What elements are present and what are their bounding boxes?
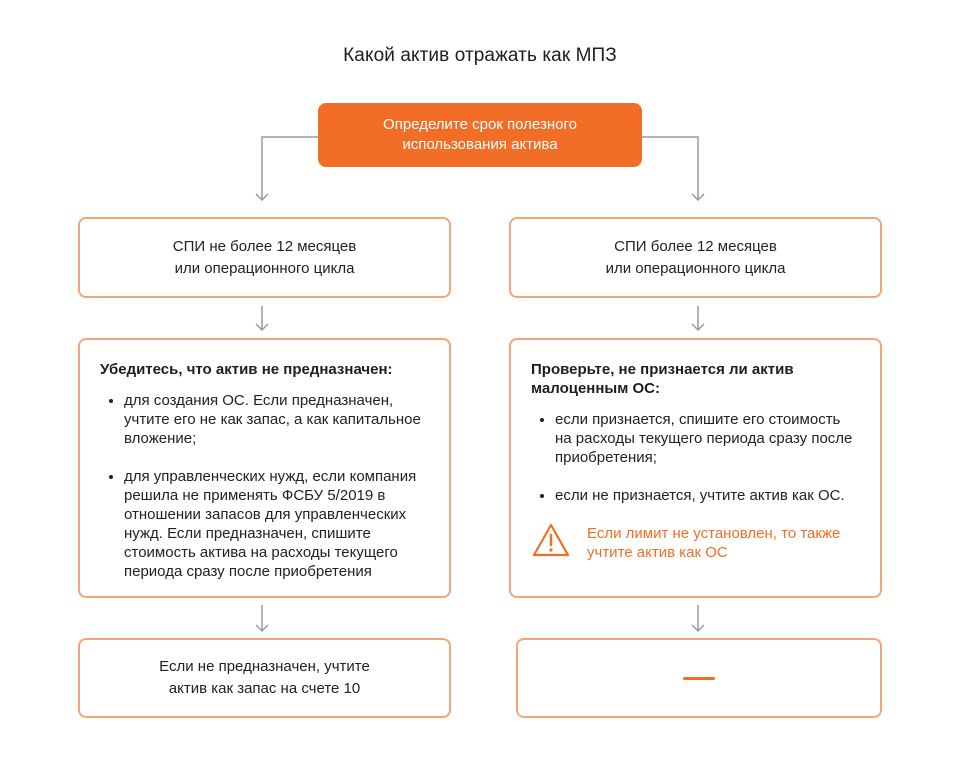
left-check-box: [78, 338, 451, 598]
left-condition-box: [78, 217, 451, 298]
start-line-1: Определите срок полезного: [383, 116, 577, 133]
diagram-title: Какой актив отражать как МПЗ: [343, 45, 617, 66]
right-check-box: [509, 338, 882, 598]
left-condition-line-2: или операционного цикла: [174, 259, 355, 277]
left-condition-line-1: СПИ не более 12 месяцев: [172, 237, 357, 255]
warning-text: Если лимит не установлен, то также учтите актив как ОС: [587, 525, 841, 561]
left-result-line-1: Если не предназначен, учтите: [159, 658, 370, 675]
left-result-box: [78, 638, 451, 718]
right-result-box: [516, 638, 882, 718]
start-line-2: использования актива: [402, 136, 558, 153]
arrow-start-to-right: [642, 137, 698, 200]
warning-triangle-icon: [531, 522, 571, 558]
right-condition-line-2: или операционного цикла: [605, 259, 786, 277]
right-condition-box: [509, 217, 882, 298]
arrow-start-to-left: [262, 137, 318, 200]
left-result-line-2: актив как запас на счете 10: [168, 680, 361, 697]
right-check-heading: Проверьте, не признается ли актив малоценным ОС:: [531, 361, 794, 397]
dash-icon: [683, 677, 715, 680]
right-check-item: если не признается, учтите актив как ОС.: [531, 486, 856, 505]
right-check-item: если признается, спишите его стоимость на расходы текущего периода сразу после приобретения;: [531, 410, 856, 467]
left-check-item: для создания ОС. Если предназначен, учтите его не как запас, а как капитальное вложение;: [100, 391, 425, 448]
warning-note: [531, 524, 856, 562]
right-check-list: [531, 410, 856, 505]
left-check-heading: Убедитесь, что актив не предназначен:: [100, 361, 393, 378]
left-check-list: [100, 391, 425, 581]
right-condition-line-1: СПИ более 12 месяцев: [614, 237, 777, 255]
left-check-item: для управленческих нужд, если компания решила не применять ФСБУ 5/2019 в отношении запасов для управленческих нужд. Если предназначен, спишите стоимость актива на расходы текущего периода сразу после приобретения: [100, 467, 425, 581]
